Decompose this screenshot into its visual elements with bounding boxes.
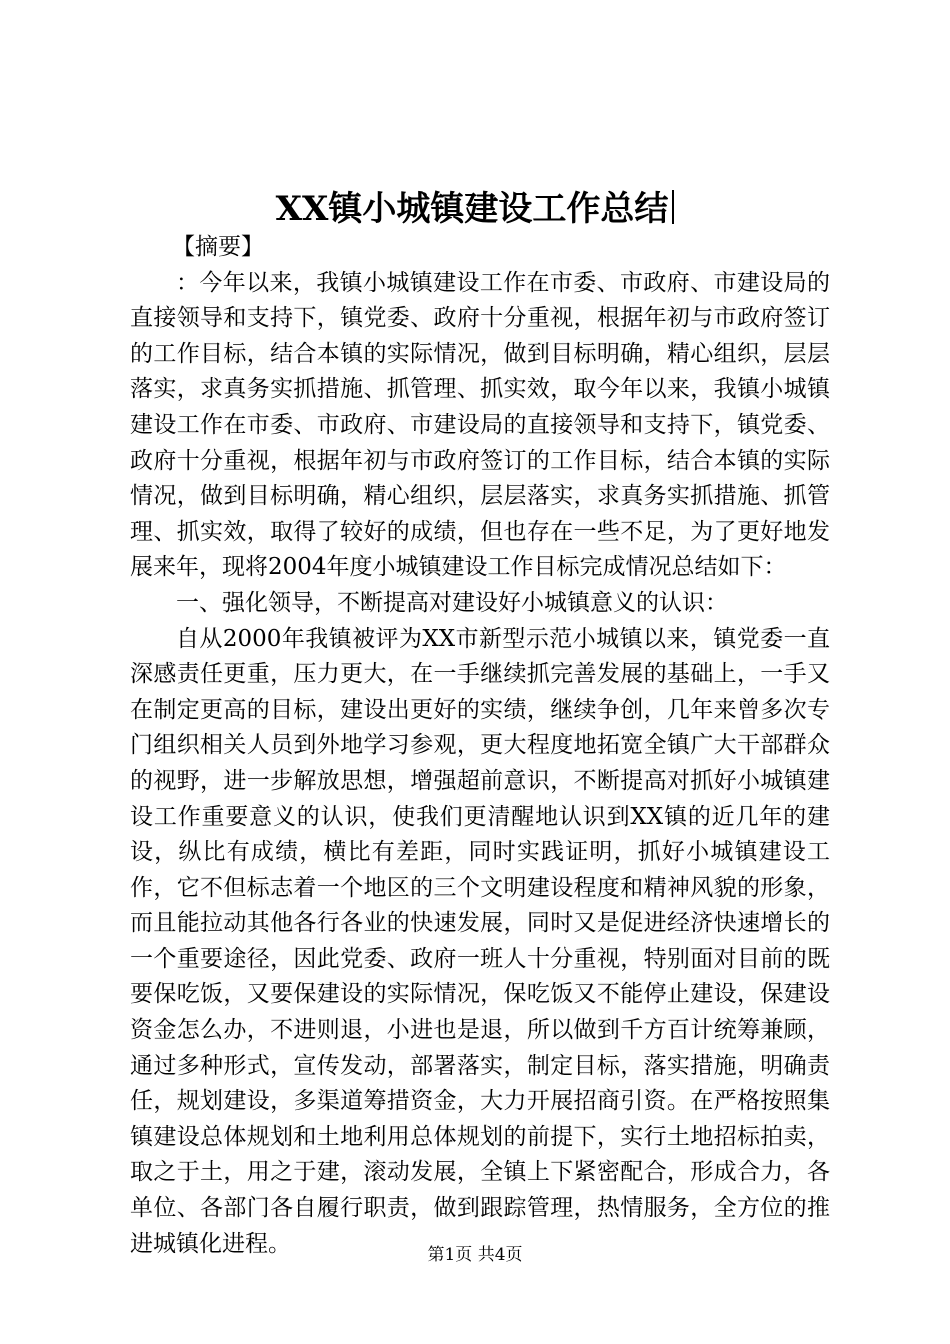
- body-paragraph: 自从2000年我镇被评为XX市新型示范小城镇以来，镇党委一直深感责任更重，压力更大，在一手继续抓完善发展的基础上，一手又在制定更高的目标，建设出更好的实绩，继续争创，几年来曾多次专门组织相关人员到外地学习参观，更大程度地拓宽全镇广大干部群众的视野，进一步解放思想，增强超前意识，不断提高对抓好小城镇建设工作重要意义的认识，使我们更清醒地认识到XX镇的近几年的建设，纵比有成绩，横比有差距，同时实践证明，抓好小城镇建设工作，它不但标志着一个地区的三个文明建设程度和精神风貌的形象，而且能拉动其他各行各业的快速发展，同时又是促进经济快速增长的一个重要途径，因此党委、政府一班人十分重视，特别面对目前的既要保吃饭，又要保建设的实际情况，保吃饭又不能停止建设，保建设资金怎么办，不进则退，小进也是退，所以做到千方百计统筹兼顾，通过多种形式，宣传发动，部署落实，制定目标，落实措施，明确责任，规划建设，多渠道筹措资金，大力开展招商引资。在严格按照集镇建设总体规划和土地利用总体规划的前提下，实行土地招标拍卖，取之于土，用之于建，滚动发展，全镇上下紧密配合，形成合力，各单位、各部门各自履行职责，做到跟踪管理，热情服务，全方位的推进城镇化进程。: [130, 625, 830, 1257]
- page-footer: [0, 1243, 950, 1267]
- document-title: XX镇小城镇建设工作总结: [275, 189, 669, 229]
- section-heading: 一、强化领导，不断提高对建设好小城镇意义的认识：: [176, 589, 728, 616]
- document-body: [130, 230, 830, 1262]
- abstract-paragraph: ：今年以来，我镇小城镇建设工作在市委、市政府、市建设局的直接领导和支持下，镇党委、政府十分重视，根据年初与市政府签订的工作目标，结合本镇的实际情况，做到目标明确，精心组织，层层落实，求真务实抓措施、抓管理、抓实效，取今年以来，我镇小城镇建设工作在市委、市政府、市建设局的直接领导和支持下，镇党委、政府十分重视，根据年初与市政府签订的工作目标，结合本镇的实际情况，做到目标明确，精心组织，层层落实，求真务实抓措施、抓管理、抓实效，取得了较好的成绩，但也存在一些不足，为了更好地发展来年，现将2004年度小城镇建设工作目标完成情况总结如下：: [130, 269, 830, 581]
- abstract-label: 【摘要】: [172, 234, 264, 260]
- document-title-block: [0, 186, 950, 232]
- page-number: 第1页 共4页: [427, 1245, 523, 1265]
- text-cursor: [672, 190, 674, 224]
